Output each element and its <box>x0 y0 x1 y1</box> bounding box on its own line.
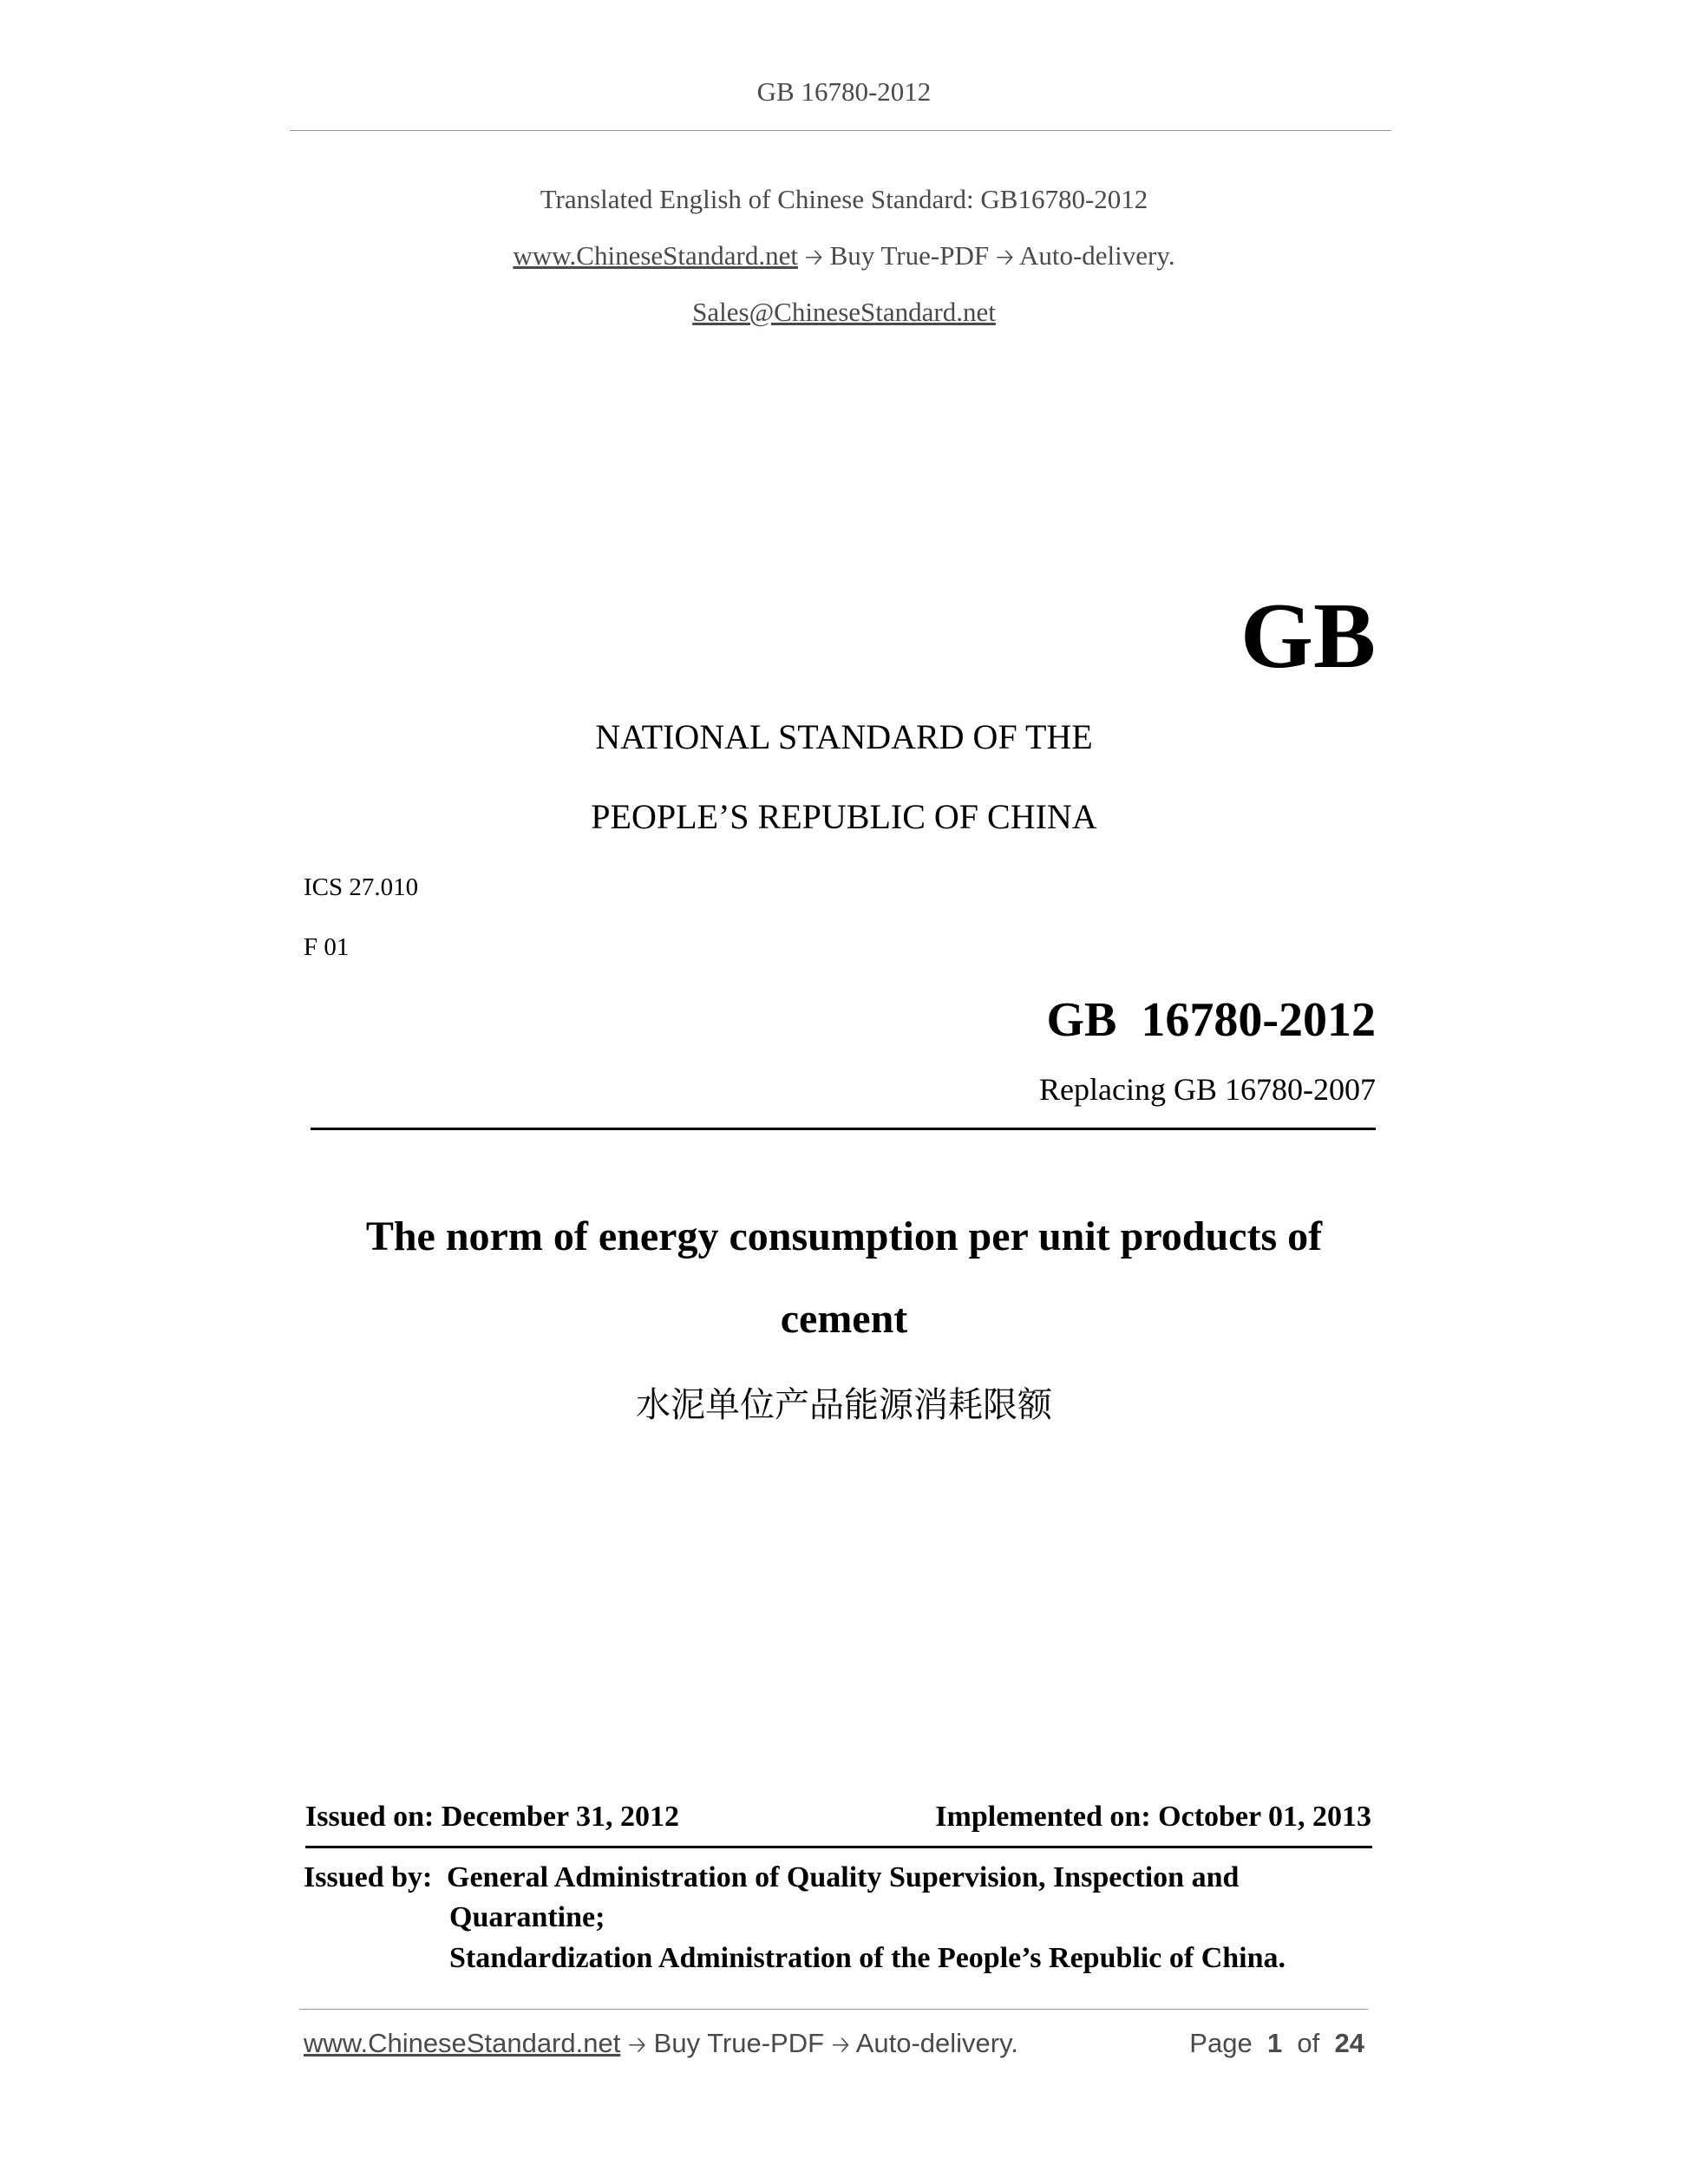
implemented-on: Implemented on: October 01, 2013 <box>935 1801 1371 1833</box>
issuer-line1: General Administration of Quality Supervision, Inspection and <box>447 1861 1240 1893</box>
page-current: 1 <box>1266 2028 1283 2058</box>
standard-number: GB 16780-2012 <box>1046 993 1376 1047</box>
ccs-code: F 01 <box>304 933 350 961</box>
footer-rule <box>299 2009 1368 2010</box>
ics-code: ICS 27.010 <box>304 873 419 901</box>
title-english-line2: cement <box>780 1296 908 1342</box>
chinese-standard-link[interactable]: www.ChineseStandard.net <box>513 240 798 271</box>
replacing-note: Replacing GB 16780-2007 <box>1039 1072 1376 1107</box>
gb-logo: GB <box>1240 585 1376 688</box>
footer-purchase-line <box>304 2028 1018 2067</box>
purchase-line <box>0 240 1688 279</box>
running-header: GB 16780-2012 <box>756 76 932 107</box>
dates-rule <box>305 1846 1372 1848</box>
issuer-line3: Standardization Administration of the People’s Republic of China. <box>449 1942 1286 1974</box>
auto-delivery-text: Auto-delivery. <box>1018 240 1175 271</box>
arrow-right-icon: 🡢 <box>831 2032 850 2058</box>
issued-by-label: Issued by: <box>304 1861 433 1893</box>
title-rule <box>311 1128 1376 1130</box>
issuer-line2: Quarantine; <box>449 1901 605 1933</box>
title-english-line1: The norm of energy consumption per unit products of <box>365 1213 1323 1259</box>
national-standard-line1: NATIONAL STANDARD OF THE <box>595 717 1093 756</box>
footer-chinese-standard-link[interactable]: www.ChineseStandard.net <box>304 2028 621 2058</box>
page-indicator <box>1189 2028 1364 2059</box>
buy-true-pdf-text: Buy True-PDF <box>829 240 990 271</box>
arrow-right-icon: 🡢 <box>627 2032 647 2058</box>
arrow-right-icon: 🡢 <box>804 245 823 271</box>
issued-on: Issued on: December 31, 2012 <box>305 1801 679 1833</box>
arrow-right-icon: 🡢 <box>995 245 1014 271</box>
buy-true-pdf-text: Buy True-PDF <box>653 2028 825 2058</box>
page-of-label: of <box>1297 2028 1320 2058</box>
page-total: 24 <box>1334 2028 1364 2058</box>
title-chinese: 水泥单位产品能源消耗限额 <box>636 1385 1052 1425</box>
national-standard-line2: PEOPLE’S REPUBLIC OF CHINA <box>591 797 1097 836</box>
page-label: Page <box>1189 2028 1253 2058</box>
header-rule <box>290 130 1391 131</box>
sales-email-link[interactable]: Sales@ChineseStandard.net <box>692 297 996 327</box>
sales-email-line <box>0 297 1688 328</box>
auto-delivery-text: Auto-delivery. <box>855 2028 1018 2058</box>
translation-notice: Translated English of Chinese Standard: GB16780-2012 <box>540 184 1148 214</box>
